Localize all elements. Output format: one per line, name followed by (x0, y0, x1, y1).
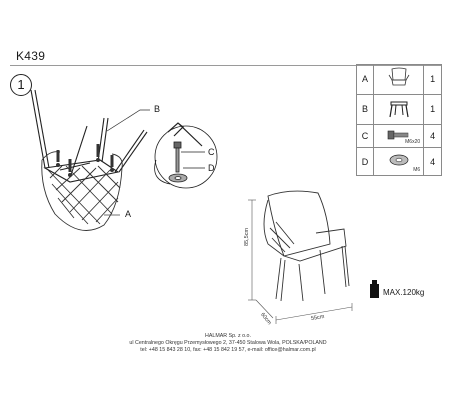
callout-d: D (208, 163, 215, 173)
callout-c: C (208, 147, 215, 157)
weight-icon (370, 280, 379, 298)
assembled-chair-drawing (264, 191, 349, 301)
callout-a: A (125, 209, 132, 219)
footer-address: ul Centralnego Okręgu Przemysłowego 2, 37-450 Stalowa Wola, POLSKA/POLAND (129, 340, 327, 346)
footer-contact: tel: +48 15 843 28 10, fax: +48 15 842 19 57, e-mail: office@halmar.com.pl (140, 347, 316, 353)
part-letter: A (357, 65, 374, 95)
model-title: K439 (16, 49, 46, 63)
part-spec: M6x20 (405, 139, 421, 146)
callout-b: B (154, 104, 161, 114)
part-spec: M6 (413, 167, 421, 173)
dimension-lines (248, 200, 352, 327)
dimension-width: 55cm (310, 313, 325, 323)
dimension-height: 85,5cm (244, 227, 250, 246)
footer-company: HALMAR Sp. z o.o. (205, 333, 251, 339)
weight-limit: MAX.120kg (383, 288, 425, 297)
part-qty: 1 (424, 65, 442, 95)
dimension-depth: 60cm (259, 311, 273, 327)
step-number: 1 (10, 74, 32, 96)
chair-base-drawing (31, 90, 147, 182)
part-letter: D (357, 148, 374, 176)
part-qty: 1 (424, 94, 442, 124)
bolt-markers (56, 144, 114, 177)
chair-seat-drawing (42, 152, 123, 231)
part-qty: 4 (424, 148, 442, 176)
part-qty: 4 (424, 124, 442, 147)
part-letter: C (357, 124, 374, 147)
part-letter: B (357, 94, 374, 124)
